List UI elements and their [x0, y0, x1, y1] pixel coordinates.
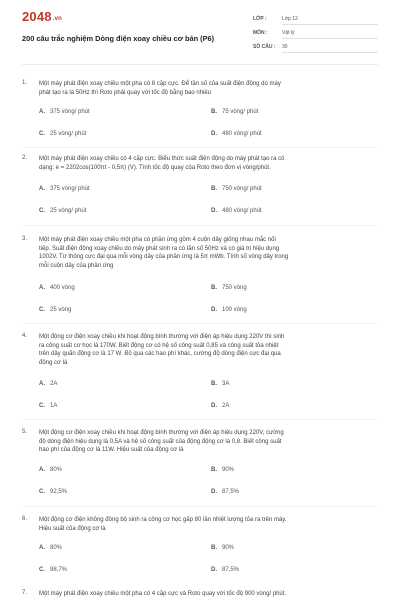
question-3: 3. Một máy phát điện xoay chiều một pha có phần ứng gồm 4 cuộn dây giống nhau mắc nối tiếp. Suất điện động xoay chiều do máy phát sinh ra có tần số 50Hz và có giá trị hiệu dụng 1002V. Từ thông cực đại qua mỗi vòng dây của phần ứng là 5π mWb. Tính số vòng dây trong mỗi cuộn dây của phần ứng A. 400 vòng B. 750 vòng C. 25 vòng D. 100 vòng [22, 236, 378, 326]
option-a[interactable]: A. 400 vòng [39, 285, 75, 291]
option-a[interactable]: A. 375 vòng/ phút [39, 186, 90, 192]
header-divider [22, 64, 378, 65]
question-7: 7. Một máy phát điện xoay chiều một pha có 4 cặp cực và Roto quay với tốc độ 900 vòng/ phút. [22, 590, 378, 600]
option-a[interactable]: A. 2A [39, 381, 58, 387]
option-d[interactable]: D. 480 vòng/ phút [211, 208, 262, 214]
option-b[interactable]: B. 750 vòng/ phút [211, 186, 262, 192]
option-c[interactable]: C. 98,7% [39, 567, 68, 573]
site-logo[interactable]: 2048.vn [22, 9, 63, 24]
option-b[interactable]: B. 3A [211, 381, 230, 387]
meta-question-count: SỐ CÂU : 30 [253, 41, 378, 55]
question-text: Một động cơ điện xoay chiều khi hoạt động bình thường với điện áp hiệu dụng 220V, cường độ dòng điện hiệu dụng là 0,5A và hệ số công suất của động động cơ là 0,8. Biết công suất hao phí của động cơ là 11W. Hiệu suất của động cơ là [39, 430, 284, 453]
question-2: 2. Một máy phát điện xoay chiều có 4 cặp cực. Biểu thức suất điện động do máy phát tạo ra có dạng: e = 2202cos(100πt - 0,5π) (V). Tính tốc độ quay của Roto theo đơn vị vòng/phút. A. 375 vòng/ phút B. 750 vòng/ phút C. 25 vòng/ phút D. 480 vòng/ phút [22, 155, 378, 227]
question-text: Một động cơ điện xoay chiều khi hoạt động bình thường với điện áp hiệu dụng 220V thì sinh ra công suất cơ học là 170W. Biết động cơ có hệ số công suất 0,85 và công suất tỏa nhiệt trên dây quấn động cơ là 17 W. Bỏ qua các hao phí khác, cường độ dòng điện cực đại qua động cơ là [39, 334, 285, 366]
option-d[interactable]: D. 100 vòng [211, 307, 247, 313]
option-a[interactable]: A. 80% [39, 545, 63, 551]
page-title: 200 câu trắc nghiệm Dòng điện xoay chiều cơ bản (P6) [22, 34, 215, 43]
question-text: Một động cơ điện không đồng bộ sinh ra công cơ học gấp 80 lần nhiệt lượng tỏa ra trên máy. Hiệu suất của động cơ là [39, 517, 287, 532]
question-4: 4. Một động cơ điện xoay chiều khi hoạt động bình thường với điện áp hiệu dụng 220V thì sinh ra công suất cơ học là 170W. Biết động cơ có hệ số công suất 0,85 và công suất tỏa nhiệt trên dây quấn động cơ là 17 W. Bỏ qua các hao phí khác, cường độ dòng điện cực đại qua động cơ là A. 2A B. 3A C. 1A D. 2A [22, 333, 378, 423]
question-5: 5. Một động cơ điện xoay chiều khi hoạt động bình thường với điện áp hiệu dụng 220V, cường độ dòng điện hiệu dụng là 0,5A và hệ số công suất của động động cơ là 0,8. Biết công suất hao phí của động cơ là 11W. Hiệu suất của động cơ là A. 80% B. 90% C. 92,5% D. 87,5% [22, 429, 378, 509]
option-a[interactable]: A. 375 vòng/ phút [39, 109, 90, 115]
question-text: Một máy phát điện xoay chiều có 4 cặp cực. Biểu thức suất điện động do máy phát tạo ra có dạng: e = 2202cos(100πt - 0,5π) (V). Tính tốc độ quay của Roto theo đơn vị vòng/phút. [39, 156, 285, 171]
option-a[interactable]: A. 80% [39, 467, 63, 473]
option-b[interactable]: B. 90% [211, 467, 235, 473]
option-c[interactable]: C. 25 vòng/ phút [39, 131, 87, 137]
question-text: Một máy phát điện xoay chiều một pha có phần ứng gồm 4 cuộn dây giống nhau mắc nối tiếp. Suất điện động xoay chiều do máy phát sinh ra có tần số 50Hz và có giá trị hiệu dụng 1002V. Từ thông cực đại qua mỗi vòng dây của phần ứng là 5π mWb. Tính số vòng dây trong mỗi cuộn dây của phần ứng [39, 237, 289, 269]
meta-class: LỚP : Lớp 12 [253, 13, 378, 27]
option-c[interactable]: C. 92,5% [39, 489, 68, 495]
question-text: Một máy phát điện xoay chiều một pha có 4 cặp cực và Roto quay với tốc độ 900 vòng/ phút. [39, 591, 287, 597]
option-d[interactable]: D. 480 vòng/ phút [211, 131, 262, 137]
option-c[interactable]: C. 25 vòng/ phút [39, 208, 87, 214]
question-1: 1. Một máy phát điện xoay chiều một pha có 8 cặp cực. Để tần số của suất điện động do máy phát tạo ra là 50Hz thì Roto phải quay với tốc độ bằng bao nhiêu A. 375 vòng/ phút B. 75 vòng/ phút C. 25 vòng/ phút D. 480 vòng/ phút [22, 80, 378, 150]
option-b[interactable]: B. 750 vòng [211, 285, 247, 291]
question-text: Một máy phát điện xoay chiều một pha có 8 cặp cực. Để tần số của suất điện động do máy phát tạo ra là 50Hz thì Roto phải quay với tốc độ bằng bao nhiêu [39, 81, 281, 96]
option-d[interactable]: D. 2A [211, 403, 230, 409]
option-c[interactable]: C. 25 vòng [39, 307, 72, 313]
option-c[interactable]: C. 1A [39, 403, 58, 409]
question-6: 6. Một động cơ điện không đồng bộ sinh ra công cơ học gấp 80 lần nhiệt lượng tỏa ra trên máy. Hiệu suất của động cơ là A. 80% B. 90% C. 98,7% D. 87,5% [22, 516, 378, 581]
option-b[interactable]: B. 75 vòng/ phút [211, 109, 259, 115]
option-d[interactable]: D. 87,5% [211, 567, 240, 573]
option-b[interactable]: B. 90% [211, 545, 235, 551]
option-d[interactable]: D. 87,5% [211, 489, 240, 495]
page-header [0, 0, 400, 68]
meta-subject: MÔN : Vật lý [253, 27, 378, 41]
